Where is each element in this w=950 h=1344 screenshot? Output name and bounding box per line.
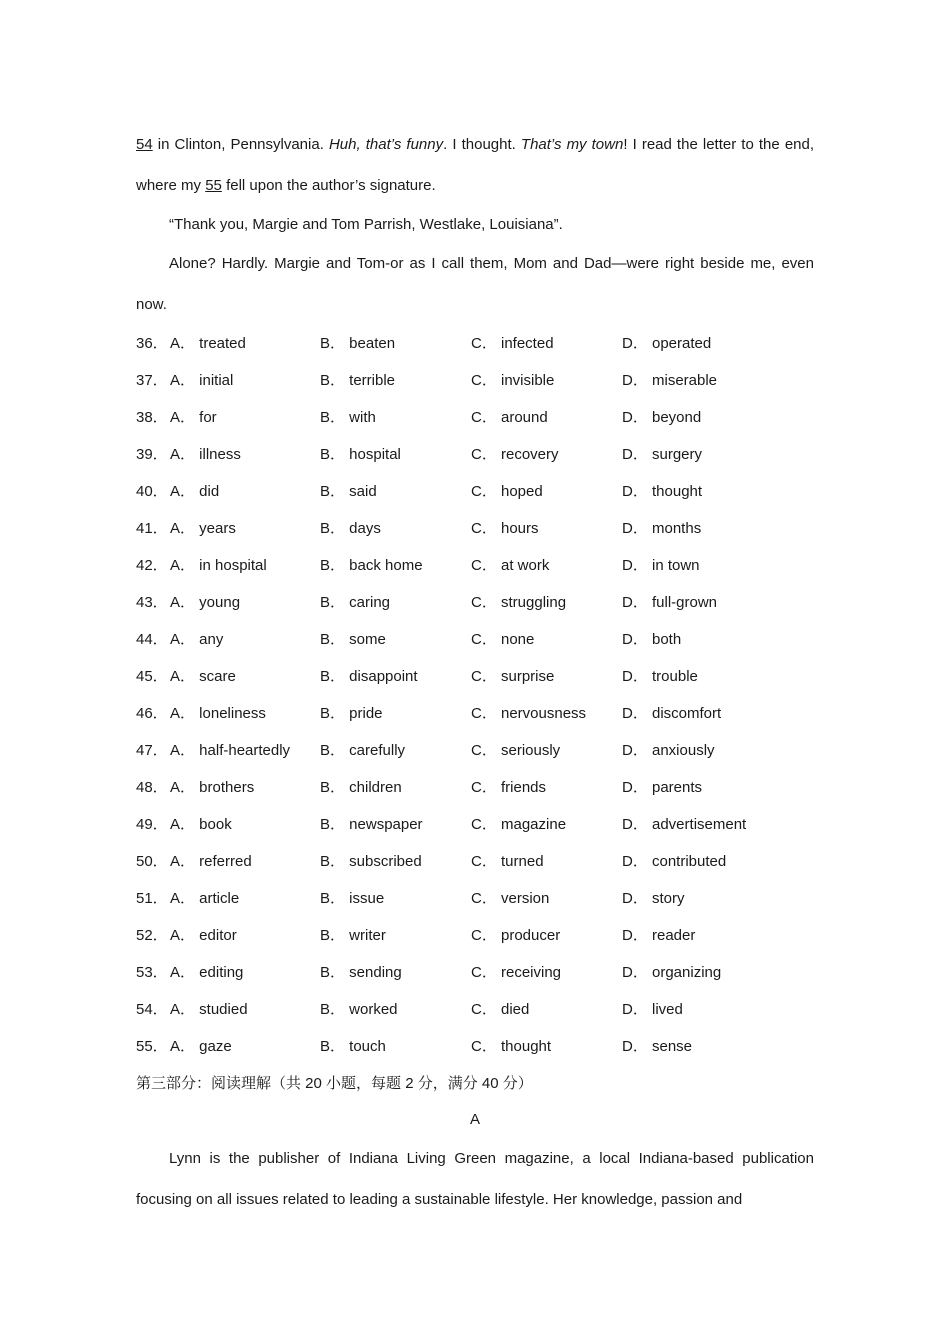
part-label: A	[469, 1111, 480, 1128]
question-number: 37．	[136, 372, 168, 389]
option-a: A． treated	[170, 335, 246, 352]
option-c: C． turned	[471, 853, 544, 870]
option-c: C． none	[471, 631, 535, 648]
option-d: D． miserable	[622, 372, 718, 389]
option-c: C． around	[471, 409, 548, 426]
option-c: C． version	[471, 890, 550, 907]
question-row	[136, 769, 814, 806]
option-c: C． friends	[471, 779, 547, 796]
question-number: 44．	[136, 631, 168, 648]
question-row	[136, 473, 814, 510]
question-row	[136, 547, 814, 584]
option-d: D． surgery	[622, 446, 703, 463]
option-a: A． referred	[170, 853, 252, 870]
option-a: A． did	[170, 483, 220, 500]
question-row	[136, 991, 814, 1028]
option-b: B． said	[320, 483, 377, 500]
option-a: A． studied	[170, 1001, 248, 1018]
question-row	[136, 1028, 814, 1065]
option-c: C． seriously	[471, 742, 561, 759]
passage-text: in Clinton, Pennsylvania.	[157, 136, 324, 153]
question-row	[136, 732, 814, 769]
question-list	[136, 325, 814, 1065]
option-b: B． days	[320, 520, 381, 537]
option-a: A． illness	[170, 446, 241, 463]
option-a: A． article	[170, 890, 240, 907]
option-a: A． scare	[170, 668, 236, 685]
option-b: B． with	[320, 409, 376, 426]
option-b: B． sending	[320, 964, 402, 981]
option-a: A． for	[170, 409, 217, 426]
option-d: D． months	[622, 520, 702, 537]
question-number: 52．	[136, 927, 168, 944]
passage-quote: “Thank you, Margie and Tom Parrish, Westlake, Louisiana”.	[169, 216, 563, 233]
question-row	[136, 880, 814, 917]
option-d: D． both	[622, 631, 682, 648]
option-b: B． back home	[320, 557, 423, 574]
question-row	[136, 510, 814, 547]
option-c: C． thought	[471, 1038, 552, 1055]
question-number: 39．	[136, 446, 168, 463]
question-number: 46．	[136, 705, 168, 722]
question-row	[136, 843, 814, 880]
option-d: D． story	[622, 890, 685, 907]
option-a: A． initial	[170, 372, 234, 389]
option-d: D． parents	[622, 779, 703, 796]
question-row	[136, 584, 814, 621]
page-content	[136, 124, 814, 1220]
option-c: C． infected	[471, 335, 554, 352]
question-number: 50．	[136, 853, 168, 870]
option-d: D． advertisement	[622, 816, 747, 833]
option-a: A． any	[170, 631, 224, 648]
option-c: C． receiving	[471, 964, 562, 981]
option-b: B． hospital	[320, 446, 401, 463]
option-d: D． contributed	[622, 853, 727, 870]
option-a: A． half-heartedly	[170, 742, 291, 759]
option-c: C． producer	[471, 927, 561, 944]
question-number: 55．	[136, 1038, 168, 1055]
option-a: A． editing	[170, 964, 244, 981]
blank-54: 54	[136, 136, 153, 153]
option-c: C． hoped	[471, 483, 543, 500]
option-b: B． carefully	[320, 742, 406, 759]
option-b: B． some	[320, 631, 386, 648]
question-number: 49．	[136, 816, 168, 833]
option-b: B． issue	[320, 890, 385, 907]
blank-55: 55	[205, 177, 222, 194]
question-row	[136, 917, 814, 954]
question-number: 40．	[136, 483, 168, 500]
option-b: B． disappoint	[320, 668, 418, 685]
question-row	[136, 954, 814, 991]
passage-closing: Alone? Hardly. Margie and Tom-or as I call them, Mom and Dad—were right beside me, even now.	[136, 255, 814, 313]
option-d: D． trouble	[622, 668, 698, 685]
question-number: 54．	[136, 1001, 168, 1018]
option-d: D． discomfort	[622, 705, 722, 722]
question-number: 45．	[136, 668, 168, 685]
passage-text: ! I read the letter to the end, where my	[136, 136, 815, 194]
question-row	[136, 325, 814, 362]
option-a: A． years	[170, 520, 236, 537]
passage-italic-text: That’s my town	[520, 136, 624, 153]
question-number: 42．	[136, 557, 168, 574]
option-c: C． struggling	[471, 594, 567, 611]
question-row	[136, 399, 814, 436]
option-d: D． lived	[622, 1001, 683, 1018]
option-b: B． beaten	[320, 335, 396, 352]
question-row	[136, 658, 814, 695]
option-c: C． hours	[471, 520, 539, 537]
option-c: C． surprise	[471, 668, 555, 685]
question-row	[136, 362, 814, 399]
question-number: 36．	[136, 335, 168, 352]
option-b: B． children	[320, 779, 402, 796]
passage-paragraph-end	[136, 124, 814, 206]
question-number: 43．	[136, 594, 168, 611]
option-c: C． recovery	[471, 446, 559, 463]
option-d: D． beyond	[622, 409, 702, 426]
option-d: D． in town	[622, 557, 700, 574]
question-row	[136, 436, 814, 473]
option-d: D． reader	[622, 927, 696, 944]
question-number: 48．	[136, 779, 168, 796]
option-d: D． operated	[622, 335, 712, 352]
question-number: 53．	[136, 964, 168, 981]
question-row	[136, 621, 814, 658]
option-b: B． pride	[320, 705, 383, 722]
question-number: 38．	[136, 409, 168, 426]
question-number: 47．	[136, 742, 168, 759]
passage-text: fell upon the author’s signature.	[226, 177, 436, 194]
question-number: 41．	[136, 520, 168, 537]
question-row	[136, 695, 814, 732]
passage-italic-text: Huh, that’s funny	[328, 136, 444, 153]
reading-passage-intro: Lynn is the publisher of Indiana Living Green magazine, a local Indiana-based publication focusing on all issues related to leading a sustainable lifestyle. Her knowledge, passion and	[136, 1150, 814, 1208]
option-a: A． book	[170, 816, 232, 833]
option-a: A． young	[170, 594, 241, 611]
option-c: C． died	[471, 1001, 530, 1018]
option-b: B． writer	[320, 927, 386, 944]
option-c: C． invisible	[471, 372, 555, 389]
option-d: D． sense	[622, 1038, 693, 1055]
option-a: A． editor	[170, 927, 237, 944]
option-d: D． full-grown	[622, 594, 718, 611]
option-b: B． touch	[320, 1038, 386, 1055]
question-row	[136, 806, 814, 843]
option-b: B． subscribed	[320, 853, 422, 870]
option-a: A． brothers	[170, 779, 255, 796]
option-b: B． newspaper	[320, 816, 423, 833]
section-heading: 第三部分：阅读理解（共 20 小题，每题 2 分，满分 40 分）	[136, 1075, 533, 1092]
option-d: D． anxiously	[622, 742, 715, 759]
option-c: C． magazine	[471, 816, 567, 833]
option-b: B． caring	[320, 594, 391, 611]
option-a: A． in hospital	[170, 557, 267, 574]
option-d: D． organizing	[622, 964, 722, 981]
option-a: A． gaze	[170, 1038, 232, 1055]
passage-text: . I thought.	[443, 136, 516, 153]
option-d: D． thought	[622, 483, 703, 500]
option-b: B． terrible	[320, 372, 396, 389]
option-c: C． at work	[471, 557, 550, 574]
option-c: C． nervousness	[471, 705, 587, 722]
option-a: A． loneliness	[170, 705, 266, 722]
question-number: 51．	[136, 890, 168, 907]
option-b: B． worked	[320, 1001, 398, 1018]
